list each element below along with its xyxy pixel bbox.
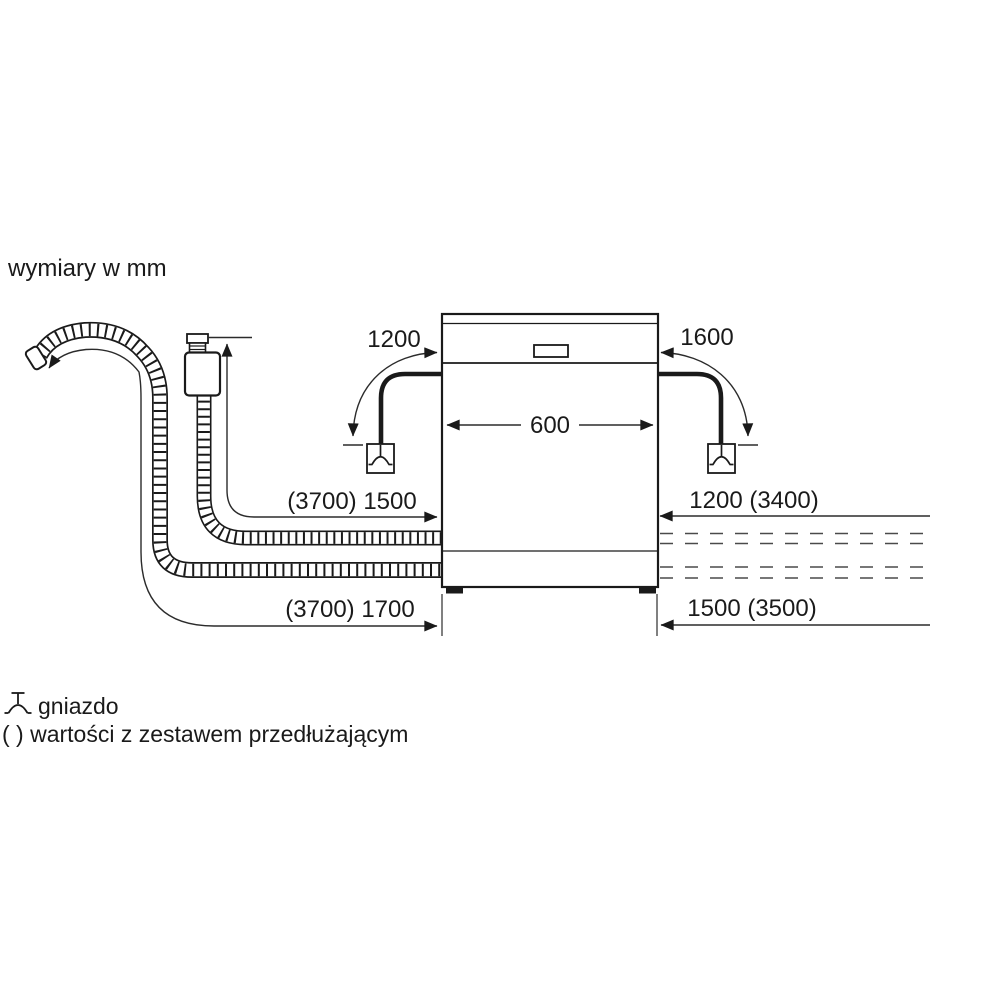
dim-cord-right: [661, 324, 758, 445]
dim-drain-hose-label: (3700) 1700: [285, 596, 415, 623]
foot-right: [639, 587, 656, 594]
valve-collar: [190, 343, 206, 353]
dim-supply-hose-label: (3700) 1500: [287, 488, 417, 515]
dim-clearance-upper-right: [660, 487, 930, 516]
dim-cord-left-label: 1200: [367, 326, 421, 353]
dim-clearance-lower-right: [661, 595, 930, 625]
legend-extension-label: ( ) wartości z zestawem przedłużającym: [2, 721, 409, 747]
legend-socket-icon: [5, 693, 32, 713]
foot-left: [446, 587, 463, 594]
dim-cord-right-label: 1600: [680, 324, 734, 351]
dim-cord-left: [343, 326, 437, 445]
valve-nut: [187, 334, 208, 343]
valve-body: [185, 353, 220, 396]
diagram-title: wymiary w mm: [8, 255, 167, 282]
door-handle: [534, 345, 568, 357]
dashed-extension-lines: [660, 534, 930, 579]
dim-clearance-lower-right-label: 1500 (3500): [687, 595, 817, 622]
power-cord-right: [657, 374, 721, 444]
legend-socket-label: gniazdo: [38, 693, 119, 719]
dim-clearance-upper-right-label: 1200 (3400): [689, 487, 819, 514]
dishwasher: [442, 314, 658, 594]
aquastop-valve: [185, 334, 220, 396]
dim-supply-hose: [208, 338, 437, 518]
power-cord-left: [381, 374, 443, 444]
supply-hose: [204, 393, 446, 538]
dim-width-label: 600: [529, 412, 571, 439]
legend: [2, 693, 408, 747]
socket-right: [708, 444, 735, 473]
socket-left: [367, 444, 394, 473]
